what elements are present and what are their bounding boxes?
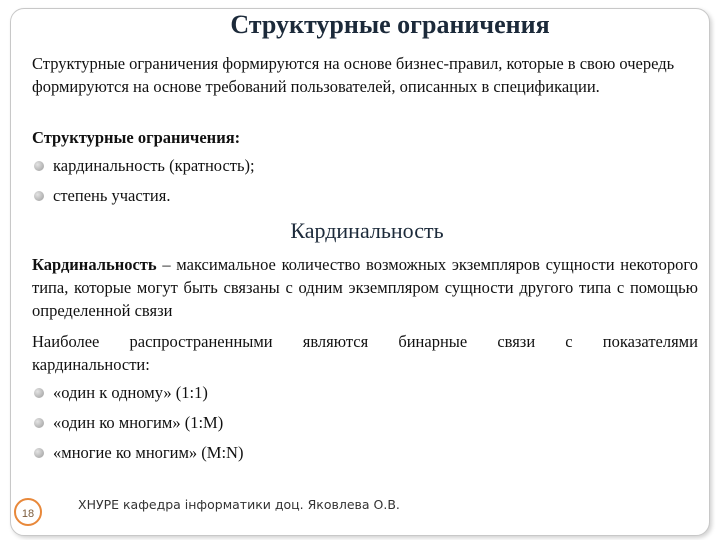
bullet-icon xyxy=(34,191,44,201)
constraints-list xyxy=(32,155,255,215)
bullet-icon xyxy=(34,418,44,428)
intro-paragraph: Структурные ограничения формируются на основе бизнес-правил, которые в свою очередь формируются на основе требований пользователей, описанных в спецификации. xyxy=(32,54,675,96)
definition-paragraph xyxy=(32,253,698,322)
section-title: Кардинальность xyxy=(290,218,444,243)
cardinality-list xyxy=(32,382,243,472)
list-item: «один к одному» (1:1) xyxy=(32,382,243,412)
page-number: 18 xyxy=(14,498,42,526)
bullet-icon xyxy=(34,388,44,398)
definition-term: Кардинальность xyxy=(32,255,157,274)
slide-title: Структурные ограничения xyxy=(230,10,550,39)
common-paragraph xyxy=(32,330,698,376)
definition-text: – максимальное количество возможных экземпляров сущности некоторого типа, которые могут быть связаны с одним экземпляром сущности другого типа с помощью определенной связи xyxy=(32,255,698,320)
bullet-icon xyxy=(34,161,44,171)
list-item: «многие ко многим» (M:N) xyxy=(32,442,243,472)
constraints-subheading: Структурные ограничения: xyxy=(32,128,241,147)
common-line-1: Наиболее распространенными являются бинарные связи с показателями xyxy=(32,332,698,351)
footer-text: ХНУРЕ кафедра інформатики доц. Яковлева О.В. xyxy=(78,497,400,512)
list-item: «один ко многим» (1:M) xyxy=(32,412,243,442)
list-item: кардинальность (кратность); xyxy=(32,155,255,185)
list-item: степень участия. xyxy=(32,185,255,215)
bullet-icon xyxy=(34,448,44,458)
common-line-2: кардинальности: xyxy=(32,355,150,374)
